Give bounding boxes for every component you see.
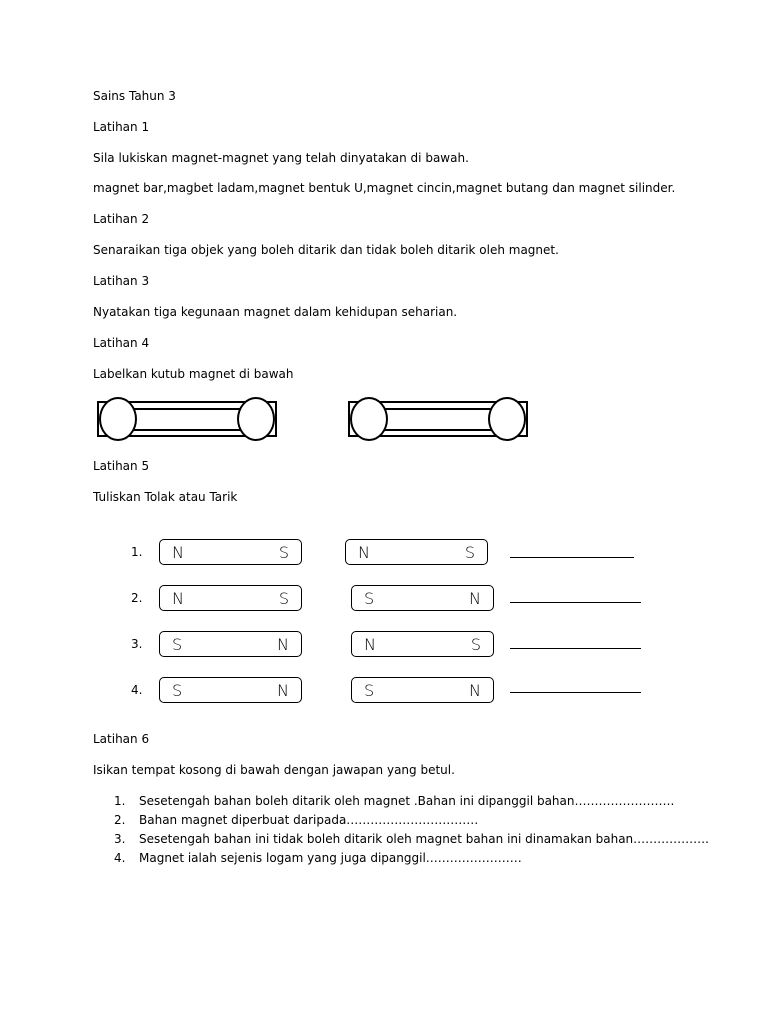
list-item-text: Sesetengah bahan boleh ditarik oleh magnet .Bahan ini dipanggil bahan……………………. [139, 794, 675, 808]
page-heading: Sains Tahun 3 [93, 89, 176, 103]
list-item-text: Magnet ialah sejenis logam yang juga dipanggil…………………… [139, 851, 522, 865]
pole-label: N [277, 635, 289, 654]
latihan-6-title: Latihan 6 [93, 732, 150, 746]
latihan-5-instruction: Tuliskan Tolak atau Tarik [93, 490, 238, 504]
answer-blank-line[interactable] [510, 692, 641, 693]
latihan-3-title: Latihan 3 [93, 274, 150, 288]
pole-label: N [469, 681, 481, 700]
magnet-box [159, 677, 302, 703]
list-item-text: Bahan magnet diperbuat daripada…………………………… [139, 813, 479, 827]
latihan-6-instruction: Isikan tempat kosong di bawah dengan jawapan yang betul. [93, 763, 455, 777]
pole-label: S [464, 543, 475, 562]
pole-label: N [172, 589, 184, 608]
magnet-box [351, 631, 494, 657]
magnet-box [351, 677, 494, 703]
pole-label: S [278, 543, 289, 562]
list-item-number: 3. [114, 832, 126, 846]
list-item-number: 2. [114, 813, 126, 827]
pole-label: N [469, 589, 481, 608]
magnet-box [345, 539, 488, 565]
bar-magnet-diagram [348, 401, 528, 437]
magnet-box [159, 539, 302, 565]
latihan-5-title: Latihan 5 [93, 459, 150, 473]
list-item-number: 1. [114, 794, 126, 808]
answer-blank-line[interactable] [510, 648, 641, 649]
answer-blank-line[interactable] [510, 557, 634, 558]
magnet-box [351, 585, 494, 611]
pole-label: N [172, 543, 184, 562]
bar-magnet-body [117, 408, 257, 431]
row-number: 4. [131, 683, 143, 697]
latihan-1-title: Latihan 1 [93, 120, 150, 134]
magnet-box [159, 631, 302, 657]
bar-magnet-diagram [97, 401, 277, 437]
list-item [114, 812, 478, 828]
pole-label: S [364, 681, 375, 700]
pole-label: S [172, 681, 183, 700]
pole-label-circle [350, 397, 388, 441]
latihan-1-instruction: Sila lukiskan magnet-magnet yang telah dinyatakan di bawah. [93, 151, 469, 165]
latihan-2-title: Latihan 2 [93, 212, 150, 226]
list-item [114, 850, 522, 866]
magnet-box [159, 585, 302, 611]
latihan-3-instruction: Nyatakan tiga kegunaan magnet dalam kehidupan seharian. [93, 305, 458, 319]
list-item [114, 793, 674, 809]
pole-label-circle [237, 397, 275, 441]
pole-label-circle [99, 397, 137, 441]
pole-label: S [470, 635, 481, 654]
row-number: 1. [131, 545, 143, 559]
latihan-1-magnet-list: magnet bar,magbet ladam,magnet bentuk U,magnet cincin,magnet butang dan magnet silinder. [93, 181, 676, 195]
latihan-4-instruction: Labelkan kutub magnet di bawah [93, 367, 294, 381]
pole-label: N [358, 543, 370, 562]
latihan-2-instruction: Senaraikan tiga objek yang boleh ditarik dan tidak boleh ditarik oleh magnet. [93, 243, 559, 257]
pole-label: S [364, 589, 375, 608]
list-item [114, 831, 709, 847]
pole-label: S [172, 635, 183, 654]
row-number: 2. [131, 591, 143, 605]
row-number: 3. [131, 637, 143, 651]
pole-label: N [364, 635, 376, 654]
bar-magnet-body [368, 408, 508, 431]
pole-label: N [277, 681, 289, 700]
latihan-4-title: Latihan 4 [93, 336, 150, 350]
answer-blank-line[interactable] [510, 602, 641, 603]
list-item-number: 4. [114, 851, 126, 865]
pole-label: S [278, 589, 289, 608]
list-item-text: Sesetengah bahan ini tidak boleh ditarik oleh magnet bahan ini dinamakan bahan………………. [139, 832, 709, 846]
pole-label-circle [488, 397, 526, 441]
